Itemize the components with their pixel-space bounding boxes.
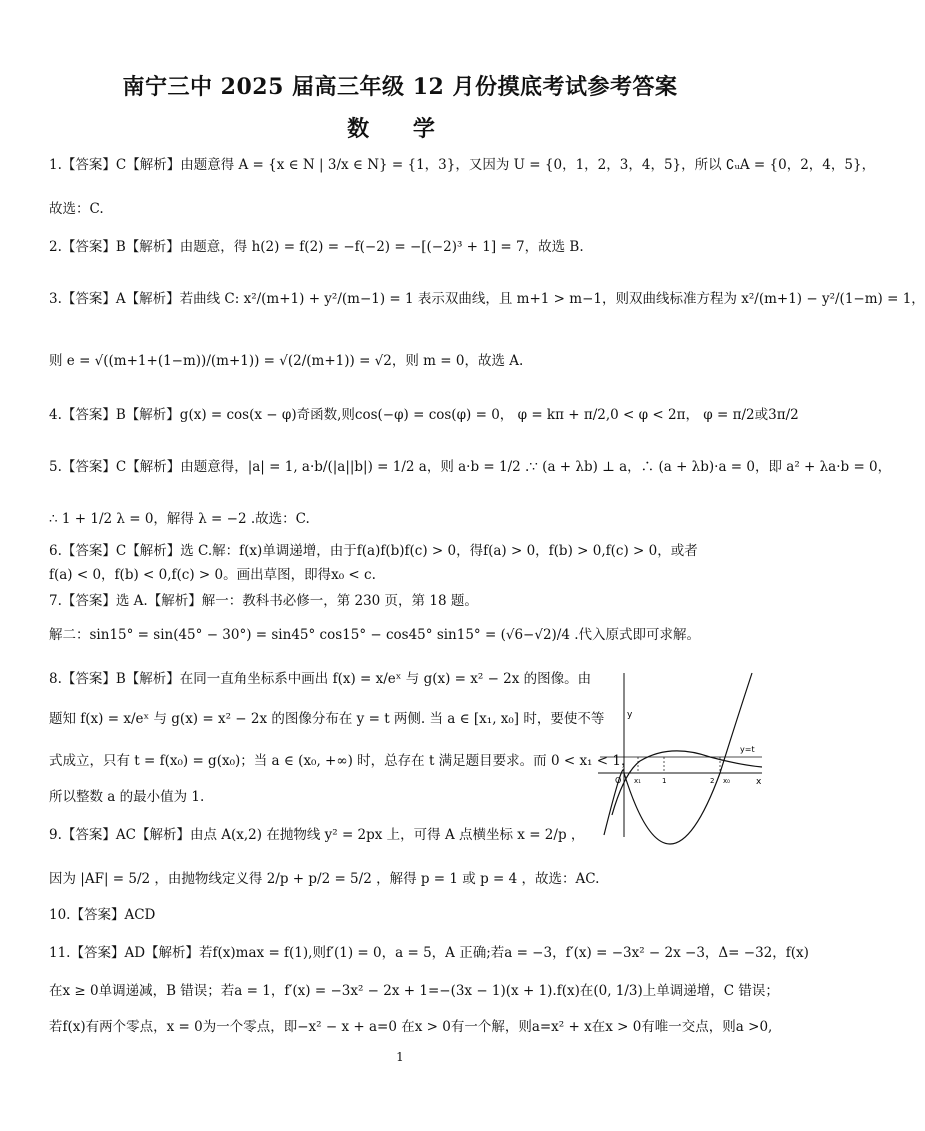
tick-x1: x₁ xyxy=(634,777,641,785)
answer-line-q4: 4.【答案】B【解析】g(x) = cos(x − φ)奇函数,则cos(−φ) = cos(φ) = 0， φ = kπ + π/2,0 < φ < 2π， φ = π/2或3π/2 xyxy=(49,407,799,423)
answer-line-q11b: 在x ≥ 0单调递减，B 错误；若a = 1，f′(x) = −3x² − 2x + 1=−(3x − 1)(x + 1).f(x)在(0, 1/3)上单调递增，C 错误； xyxy=(49,983,779,999)
answer-line-q6a: 6.【答案】C【解析】选 C.解：f(x)单调递增，由于f(a)f(b)f(c) > 0，得f(a) > 0，f(b) > 0,f(c) > 0，或者 xyxy=(49,543,698,559)
answer-line-q2: 2.【答案】B【解析】由题意，得 h(2) = f(2) = −f(−2) = −[(−2)³ + 1] = 7，故选 B. xyxy=(49,239,584,255)
answer-line-q5a: 5.【答案】C【解析】由题意得，|a| = 1, a·b/(|a||b|) = 1/2 a，则 a·b = 1/2 .∵ (a + λb) ⊥ a，∴ (a + λb)·a = 0，即 a² + λa·b = 0， xyxy=(49,459,892,475)
answer-line-q1b: 故选：C. xyxy=(49,201,104,217)
answer-line-q3b: 则 e = √((m+1+(1−m))/(m+1)) = √(2/(m+1)) = √2，则 m = 0，故选 A. xyxy=(49,353,524,369)
answer-line-q8b: 题知 f(x) = x/eˣ 与 g(x) = x² − 2x 的图像分布在 y = t 两侧. 当 a ∈ [x₁, x₀] 时，要使不等 xyxy=(49,711,605,727)
answer-line-q1a: 1.【答案】C【解析】由题意得 A = {x ∈ N | 3/x ∈ N} = {1，3}，又因为 U = {0，1，2，3，4，5}，所以 ∁ᵤA = {0，2，4，5}， xyxy=(49,157,876,173)
answer-line-q8a: 8.【答案】B【解析】在同一直角坐标系中画出 f(x) = x/eˣ 与 g(x) = x² − 2x 的图像。由 xyxy=(49,671,592,687)
x-axis-label: x xyxy=(756,777,762,787)
tick-1: 1 xyxy=(662,777,667,785)
y-axis-label: y xyxy=(627,710,633,720)
parabola-curve xyxy=(604,673,752,844)
answer-line-q3a: 3.【答案】A【解析】若曲线 C: x²/(m+1) + y²/(m−1) = 1 表示双曲线，且 m+1 > m−1，则双曲线标准方程为 x²/(m+1) − y²/(1−m) = 1， xyxy=(49,291,925,307)
page-number: 1 xyxy=(396,1050,404,1064)
answer-line-q5b: ∴ 1 + 1/2 λ = 0，解得 λ = −2 .故选：C. xyxy=(49,511,310,527)
origin-label: O xyxy=(615,776,622,785)
page-title: 南宁三中 2025 届高三年级 12 月份摸底考试参考答案 xyxy=(122,74,678,100)
answer-line-q11a: 11.【答案】AD【解析】若f(x)max = f(1),则f′(1) = 0，a = 5，A 正确;若a = −3，f′(x) = −3x² − 2x −3，Δ= −32，f(x) xyxy=(49,945,809,961)
answer-line-q10: 10.【答案】ACD xyxy=(49,907,156,923)
answer-line-q7a: 7.【答案】选 A.【解析】解一：教科书必修一，第 230 页，第 18 题。 xyxy=(49,593,478,609)
function-graph xyxy=(590,665,770,845)
tick-x0: x₀ xyxy=(723,777,730,785)
subject-heading: 数 学 xyxy=(347,116,453,142)
answer-line-q8d: 所以整数 a 的最小值为 1. xyxy=(49,789,205,805)
line-label: y=t xyxy=(740,745,755,754)
answer-line-q9b: 因为 |AF| = 5/2 ，由抛物线定义得 2/p + p/2 = 5/2 ，解得 p = 1 或 p = 4 ，故选：AC. xyxy=(49,871,600,887)
tick-2: 2 xyxy=(710,777,715,785)
answer-line-q9a: 9.【答案】AC【解析】由点 A(x,2) 在抛物线 y² = 2px 上，可得 A 点横坐标 x = 2/p ， xyxy=(49,827,585,843)
answer-line-q6b: f(a) < 0，f(b) < 0,f(c) > 0。画出草图，即得x₀ < c. xyxy=(49,567,376,583)
answer-line-q11c: 若f(x)有两个零点，x = 0为一个零点，即−x² − x + a=0 在x > 0有一个解，则a=x² + x在x > 0有唯一交点，则a >0, xyxy=(49,1019,773,1035)
answer-line-q8c: 式成立，只有 t = f(x₀) = g(x₀)；当 a ∈ (x₀, +∞) 时，总存在 t 满足题目要求。而 0 < x₁ < 1， xyxy=(49,753,635,769)
answer-line-q7b: 解二：sin15° = sin(45° − 30°) = sin45° cos15° − cos45° sin15° = (√6−√2)/4 .代入原式即可求解。 xyxy=(49,627,701,643)
